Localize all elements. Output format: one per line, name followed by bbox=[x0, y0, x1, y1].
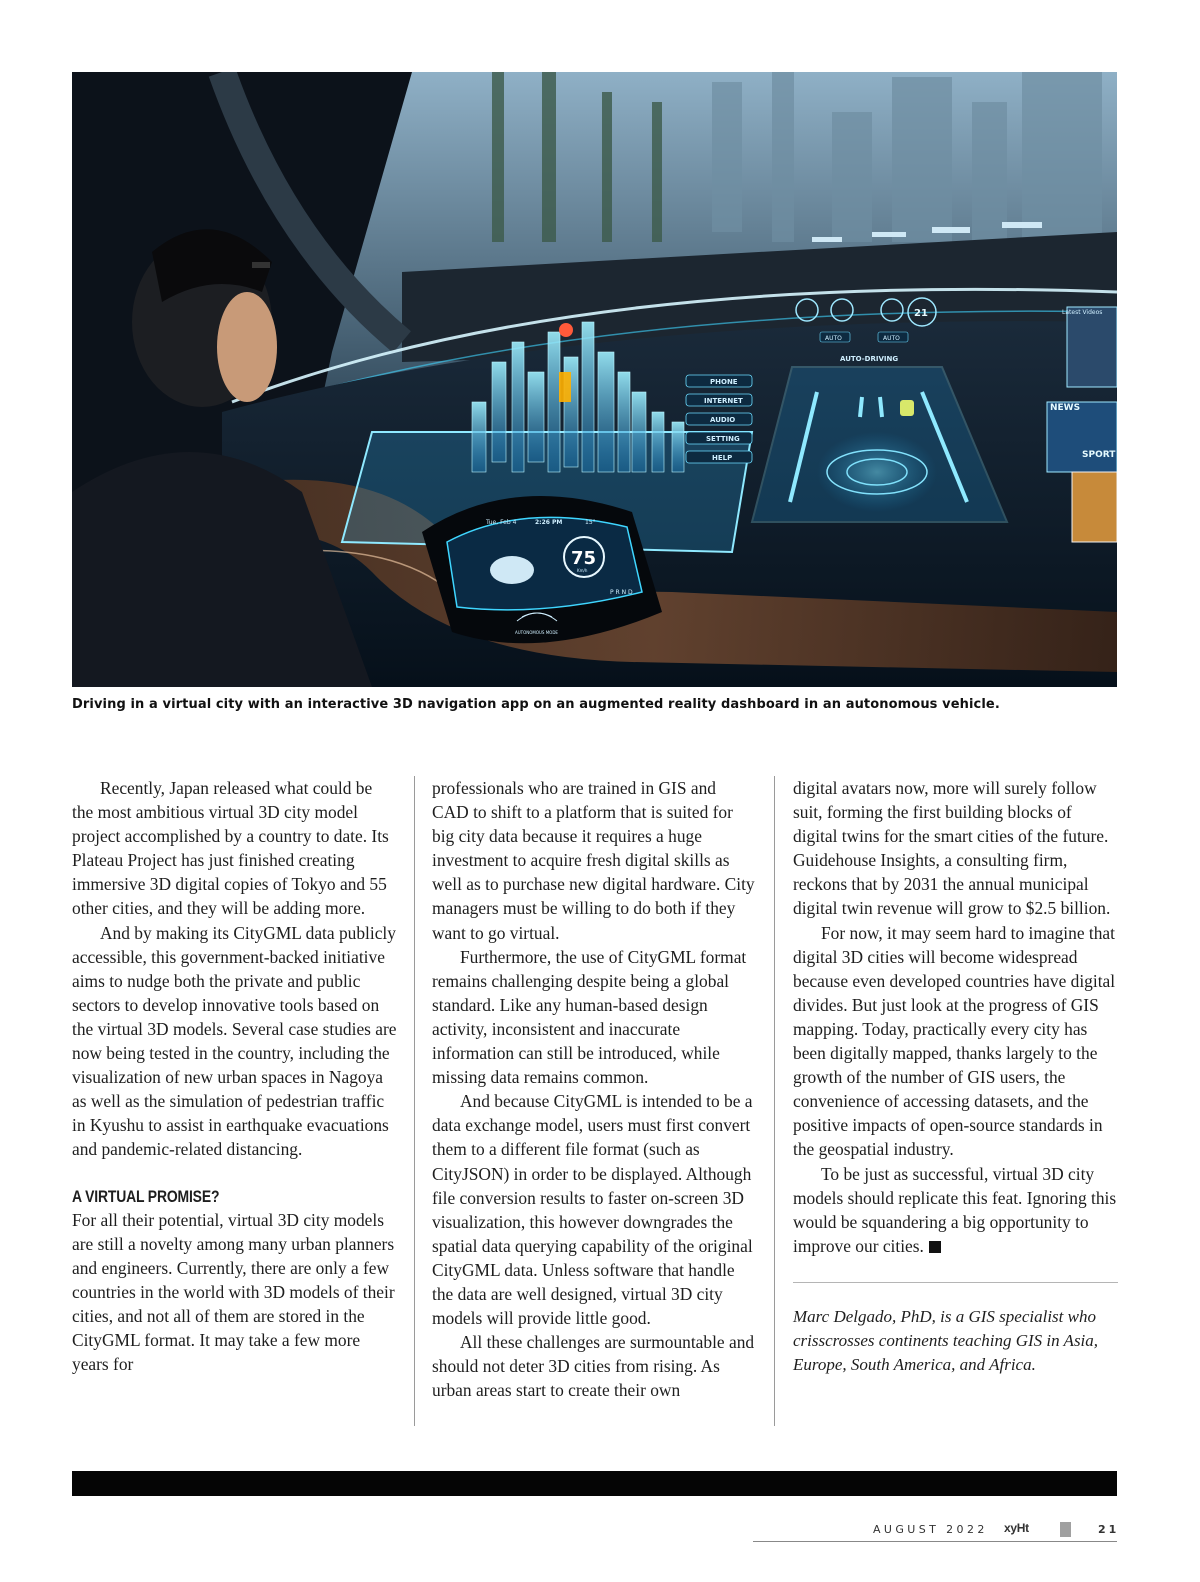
column-divider bbox=[774, 776, 775, 1426]
article-column-2 bbox=[432, 776, 757, 1402]
end-mark-icon bbox=[929, 1241, 941, 1253]
hud-auto-2: AUTO bbox=[883, 335, 900, 342]
article-column-3 bbox=[793, 776, 1118, 1377]
dashboard-photo bbox=[72, 72, 1117, 687]
column-divider bbox=[414, 776, 415, 1426]
bio-divider bbox=[793, 1282, 1118, 1283]
hud-latest-videos: Latest Videos bbox=[1062, 309, 1103, 316]
footer-magazine: xyHt bbox=[1004, 1521, 1029, 1535]
paragraph: Furthermore, the use of CityGML format remains challenging despite being a global standard. Like any human-based design activity, inconsistent and inaccurate information can still be introduced, while missing data remains common. bbox=[432, 946, 747, 1088]
hud-menu-phone: PHONE bbox=[710, 378, 738, 386]
paragraph: For all their potential, virtual 3D city models are still a novelty among many urban planners and engineers. Currently, there are only a few countries in the world with 3D models of their cities, and not all of them are stored in the CityGML format. It may take a few more years for bbox=[72, 1209, 395, 1375]
hud-news: NEWS bbox=[1050, 403, 1081, 413]
footer-bar bbox=[72, 1471, 1117, 1496]
cluster-speed: 75 bbox=[571, 548, 597, 569]
article-photo bbox=[72, 72, 1117, 687]
hud-menu-setting: SETTING bbox=[706, 435, 740, 443]
final-paragraph bbox=[793, 1162, 1118, 1258]
photo-caption: Driving in a virtual city with an interactive 3D navigation app on an augmented reality dashboard in an autonomous vehicle. bbox=[72, 697, 1000, 712]
paragraph: digital avatars now, more will surely follow suit, forming the first building blocks of digital twins for the smart cities of the future. Guidehouse Insights, a consulting firm, reckons that by 2031 the annual municipal digital twin revenue will grow to $2.5 billion. bbox=[793, 778, 1111, 919]
cluster-speed-unit: Km/h bbox=[577, 568, 588, 573]
footer-block-icon bbox=[1060, 1522, 1071, 1537]
author-bio: Marc Delgado, PhD, is a GIS specialist who crisscrosses continents teaching GIS in Asia, Europe, South America, and Africa. bbox=[793, 1306, 1099, 1375]
paragraph: And because CityGML is intended to be a data exchange model, users must first convert them to a different file format (such as CityJSON) in order to be displayed. Although file conversion results to faster on-screen 3D visualization, this however downgrades the spatial data querying capability of the original CityGML data. Unless software that handle the data are well designed, virtual 3D city models will provide little good. bbox=[432, 1091, 753, 1329]
hud-menu-help: HELP bbox=[712, 454, 733, 462]
footer-rule bbox=[753, 1541, 1117, 1542]
hud-badge: 21 bbox=[914, 308, 928, 319]
section-subhead: A VIRTUAL PROMISE? bbox=[72, 1186, 220, 1206]
paragraph-text: To be just as successful, virtual 3D city models should replicate this feat. Ignoring this would be squandering a big opportunity to improve our cities. bbox=[793, 1163, 1117, 1256]
cluster-gear: P R N D bbox=[610, 589, 633, 596]
paragraph: Recently, Japan released what could be the most ambitious virtual 3D city model project accomplished by a country to date. Its Plateau Project has just finished creating immersive 3D digital copies of Tokyo and 55 other cities, and they will be adding more. bbox=[72, 778, 389, 919]
paragraph: professionals who are trained in GIS and CAD to shift to a platform that is suited for big city data because it requires a huge investment to acquire fresh digital skills as well as to purchase new digital hardware. City managers must be willing to do both if they want to go virtual. bbox=[432, 778, 755, 943]
paragraph: And by making its CityGML data publicly accessible, this government-backed initiative aims to nudge both the private and public sectors to develop innovative tools based on the virtual 3D models. Several case studies are now being tested in the country, including the visualization of new urban spaces in Nagoya as well as the simulation of pedestrian traffic in Kyushu to assist in earthquake evacuations and pandemic-related distancing. bbox=[72, 922, 397, 1160]
hud-menu-internet: INTERNET bbox=[704, 397, 743, 405]
article-column-1 bbox=[72, 776, 397, 1376]
hud-sport: SPORT bbox=[1082, 450, 1116, 460]
cluster-time: 2:26 PM bbox=[535, 519, 563, 526]
cluster-mode: AUTONOMOUS MODE bbox=[515, 630, 558, 635]
hud-auto-driving: AUTO-DRIVING bbox=[840, 355, 899, 363]
cluster-temp: 15° bbox=[585, 519, 596, 526]
paragraph: All these challenges are surmountable and should not deter 3D cities from rising. As urban areas start to create their own bbox=[432, 1332, 755, 1401]
paragraph: For now, it may seem hard to imagine that digital 3D cities will become widespread because even developed countries have digital divides. But just look at the progress of GIS mapping. Today, practically every city has been digitally mapped, thanks largely to the growth of the number of GIS users, the convenience of accessing datasets, and the positive impacts of open-source standards in the geospatial industry. bbox=[793, 922, 1116, 1160]
hud-menu-audio: AUDIO bbox=[710, 416, 736, 424]
footer-date: AUGUST 2022 bbox=[873, 1523, 988, 1536]
hud-auto-1: AUTO bbox=[825, 335, 842, 342]
cluster-date: Tue, Feb 4 bbox=[486, 519, 517, 526]
page-number: 21 bbox=[1098, 1523, 1120, 1536]
